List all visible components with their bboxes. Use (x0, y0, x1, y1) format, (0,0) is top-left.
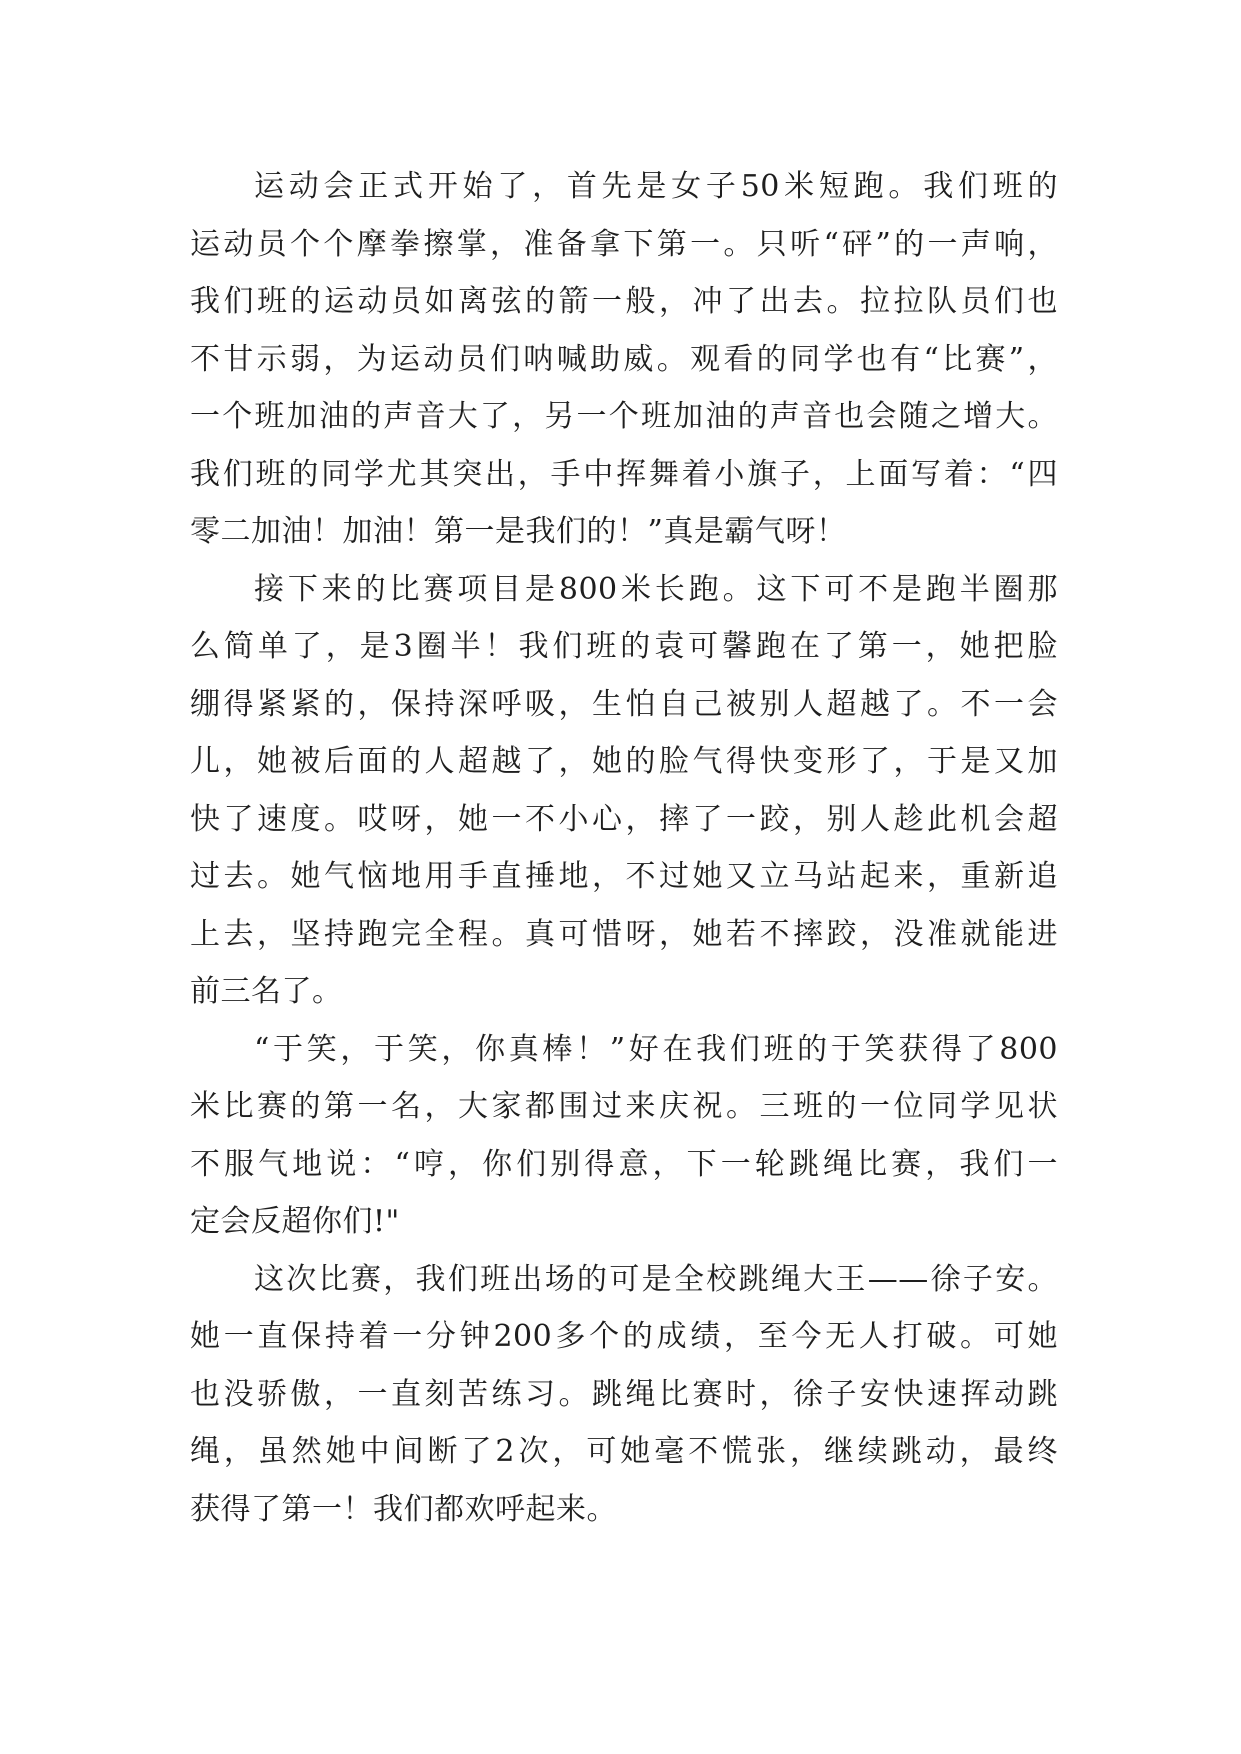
text-line: 儿，她被后面的人超越了，她的脸气得快变形了，于是又加 (190, 744, 1058, 779)
text-line: 这次比赛，我们班出场的可是全校跳绳大王——徐子安。 (254, 1261, 1058, 1297)
text-line: 也没骄傲，一直刻苦练习。跳绳比赛时，徐子安快速挥动跳 (190, 1376, 1058, 1412)
text-line: 她一直保持着一分钟200多个的成绩，至今无人打破。可她 (190, 1319, 1058, 1354)
text-line: 不服气地说：“哼，你们别得意，下一轮跳绳比赛，我们一 (190, 1146, 1058, 1182)
text-line: 定会反超你们!" (190, 1204, 400, 1239)
text-line: 绳，虽然她中间断了2次，可她毫不慌张，继续跳动，最终 (190, 1434, 1058, 1469)
text-line: 米比赛的第一名，大家都围过来庆祝。三班的一位同学见状 (190, 1089, 1058, 1124)
text-line: 快了速度。哎呀，她一不小心，摔了一跤，别人趁此机会超 (190, 801, 1058, 837)
document-body (190, 158, 1058, 1538)
text-line: 过去。她气恼地用手直捶地，不过她又立马站起来，重新追 (190, 859, 1058, 894)
text-line: “于笑，于笑，你真棒！”好在我们班的于笑获得了800 (254, 1031, 1058, 1067)
text-line: 一个班加油的声音大了，另一个班加油的声音也会随之增大。 (190, 399, 1058, 434)
text-line: 运动会正式开始了，首先是女子50米短跑。我们班的 (254, 169, 1058, 204)
paragraph-4 (190, 1251, 1058, 1539)
paragraph-3 (190, 1021, 1058, 1251)
paragraph-1 (190, 158, 1058, 561)
text-line: 运动员个个摩拳擦掌，准备拿下第一。只听“砰”的一声响， (190, 226, 1058, 262)
paragraph-2 (190, 561, 1058, 1021)
text-line: 获得了第一！我们都欢呼起来。 (190, 1491, 617, 1527)
text-line: 不甘示弱，为运动员们呐喊助威。观看的同学也有“比赛”， (190, 341, 1058, 377)
text-line: 么简单了，是3圈半！我们班的袁可馨跑在了第一，她把脸 (190, 629, 1058, 664)
text-line: 绷得紧紧的，保持深呼吸，生怕自己被别人超越了。不一会 (190, 686, 1058, 722)
text-line: 我们班的运动员如离弦的箭一般，冲了出去。拉拉队员们也 (190, 284, 1058, 319)
text-line: 零二加油！加油！第一是我们的！”真是霸气呀！ (190, 514, 847, 549)
text-line: 上去，坚持跑完全程。真可惜呀，她若不摔跤，没准就能进 (190, 916, 1058, 952)
text-line: 我们班的同学尤其突出，手中挥舞着小旗子，上面写着：“四 (190, 456, 1058, 492)
text-line: 接下来的比赛项目是800米长跑。这下可不是跑半圈那 (254, 571, 1058, 607)
text-line: 前三名了。 (190, 974, 343, 1009)
